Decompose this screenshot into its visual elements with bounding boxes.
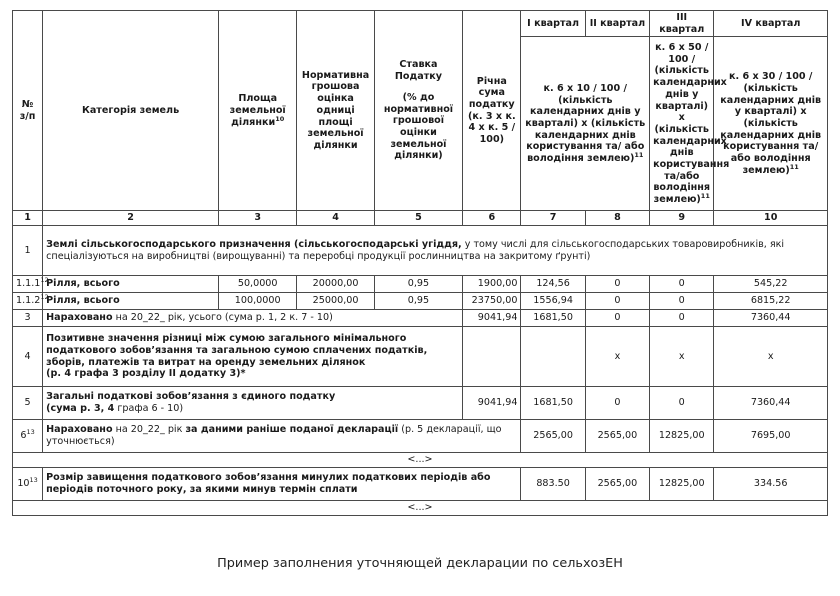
row-text: Розмір завищення податкового зобов’язання минулих податкових періодів або періодів поточного року, за якими минув термін сплати <box>43 468 521 501</box>
header-q4: IV квартал <box>714 11 828 37</box>
row-text: Позитивне значення різниці між сумою загального мінімального податкового зобов’язання та загальною сумою сплачених податків, зборів, платежів та витрат на оренду земельних ділянок (р. 4 графа 3 розділу ІІ додатку 3)* <box>43 327 463 387</box>
table-row <box>13 226 828 276</box>
column-number: 5 <box>374 211 462 226</box>
table-row <box>13 387 828 420</box>
cell-annual: 9041,94 <box>463 310 521 327</box>
cell-ngo: 25000,00 <box>297 293 374 310</box>
declaration-table <box>12 10 828 516</box>
header-category: Категорія земель <box>43 11 219 211</box>
cell-q1: 1681,50 <box>521 310 585 327</box>
row-number: 5 <box>13 387 43 420</box>
cell-q3: 0 <box>650 310 714 327</box>
header-area: Площа земельної ділянки$^{10}$ <box>219 11 297 211</box>
table-row <box>13 468 828 501</box>
cell-q1: 1681,50 <box>521 387 585 420</box>
cell-q1 <box>521 327 585 387</box>
row-text: Нараховано на 20_22_ рік, усього (сума р. 1, 2 к. 7 - 10) <box>43 310 463 327</box>
row-text: Загальні податкові зобов’язання з єдиного податку (сума р. 3, 4 графа 6 - 10) <box>43 387 463 420</box>
header-q1: І квартал <box>521 11 585 37</box>
cell-q1: 124,56 <box>521 276 585 293</box>
row-number: 1.1.1$^{12}$ <box>13 276 43 293</box>
cell-q2: 0 <box>585 387 649 420</box>
row-name: Рілля, всього <box>43 293 219 310</box>
header-rate-title: Ставка Податку <box>394 59 443 83</box>
row-name: Рілля, всього <box>43 276 219 293</box>
cell-rate: 0,95 <box>374 293 462 310</box>
cell-q2: 2565,00 <box>585 420 649 453</box>
ellipsis-text: <...> <box>13 501 828 516</box>
table-row <box>13 276 828 293</box>
table-row <box>13 310 828 327</box>
cell-q2: 0 <box>585 293 649 310</box>
header-no: № з/п <box>13 11 43 211</box>
cell-q4: 6815,22 <box>714 293 828 310</box>
header-formula-q12: к. 6 х 10 / 100 / (кількість календарних днів у кварталі) х (кількість календарних днів користування та/ або володіння землею)$^{11}$ <box>521 37 650 211</box>
row-number: $10^{13}$ <box>13 468 43 501</box>
column-number: 7 <box>521 211 585 226</box>
row-number: 1.1.2$^{12}$ <box>13 293 43 310</box>
cell-q1: 883.50 <box>521 468 585 501</box>
row-text: Нараховано на 20_22_ рік за даними раніше поданої декларації (р. 5 декларації, що уточнюється) <box>43 420 521 453</box>
cell-q3: 0 <box>650 293 714 310</box>
cell-q3: x <box>650 327 714 387</box>
column-number: 4 <box>297 211 374 226</box>
table-row <box>13 420 828 453</box>
ellipsis-text: <...> <box>13 453 828 468</box>
table-row <box>13 327 828 387</box>
row-number: 3 <box>13 310 43 327</box>
column-number: 1 <box>13 211 43 226</box>
column-number: 9 <box>650 211 714 226</box>
header-rate-note: (% до нормативної грошової оцінки земельної ділянки) <box>383 91 454 162</box>
cell-area: 50,0000 <box>219 276 297 293</box>
cell-annual: 1900,00 <box>463 276 521 293</box>
cell-q3: 12825,00 <box>650 468 714 501</box>
column-number: 2 <box>43 211 219 226</box>
cell-q3: 0 <box>650 276 714 293</box>
cell-q4: 7360,44 <box>714 387 828 420</box>
header-annual: Річна сума податку (к. 3 х к. 4 х к. 5 / 100) <box>463 11 521 211</box>
column-number: 3 <box>219 211 297 226</box>
row-number: $6^{13}$ <box>13 420 43 453</box>
table-row-ellipsis <box>13 453 828 468</box>
cell-q3: 0 <box>650 387 714 420</box>
column-number: 6 <box>463 211 521 226</box>
cell-q4: 7695,00 <box>714 420 828 453</box>
header-formula-q3: к. 6 х 50 / 100 / (кількість календарних днів у кварталі) х (кількість календарних днів користування та/або володіння землею)$^{11}$ <box>650 37 714 211</box>
header-formula-q4: к. 6 х 30 / 100 / (кількість календарних днів у кварталі) х (кількість календарних днів користування та/або володіння землею)$^{11}$ <box>714 37 828 211</box>
cell-q4: 545,22 <box>714 276 828 293</box>
cell-q1: 1556,94 <box>521 293 585 310</box>
table-row <box>13 293 828 310</box>
cell-q4: 334.56 <box>714 468 828 501</box>
header-q3: ІІІ квартал <box>650 11 714 37</box>
header-rate <box>374 11 462 211</box>
cell-q4: x <box>714 327 828 387</box>
column-numbers-row <box>13 211 828 226</box>
column-number: 10 <box>714 211 828 226</box>
header-ngo: Нормативна грошова оцінка одниці площі земельної ділянки <box>297 11 374 211</box>
row-number: 1 <box>13 226 43 276</box>
table-row-ellipsis <box>13 501 828 516</box>
cell-q4: 7360,44 <box>714 310 828 327</box>
cell-ngo: 20000,00 <box>297 276 374 293</box>
cell-q2: 2565,00 <box>585 468 649 501</box>
figure-caption: Пример заполнения уточняющей декларации по сельхозЕН <box>217 556 623 571</box>
cell-q2: 0 <box>585 276 649 293</box>
row-number: 4 <box>13 327 43 387</box>
row-category-text: Землі сільськогосподарського призначення (сільськогосподарські угіддя, у тому числі для сільськогосподарських товаровиробників, які спеціалізуються на виробництві (вирощуванні) та переробці продукції рослинництва на закритому ґрунті) <box>43 226 828 276</box>
cell-annual: 23750,00 <box>463 293 521 310</box>
cell-q2: x <box>585 327 649 387</box>
cell-q2: 0 <box>585 310 649 327</box>
cell-annual: 9041,94 <box>463 387 521 420</box>
column-number: 8 <box>585 211 649 226</box>
cell-q1: 2565,00 <box>521 420 585 453</box>
cell-area: 100,0000 <box>219 293 297 310</box>
cell-q3: 12825,00 <box>650 420 714 453</box>
cell-annual <box>463 327 521 387</box>
header-q2: ІІ квартал <box>585 11 649 37</box>
cell-rate: 0,95 <box>374 276 462 293</box>
